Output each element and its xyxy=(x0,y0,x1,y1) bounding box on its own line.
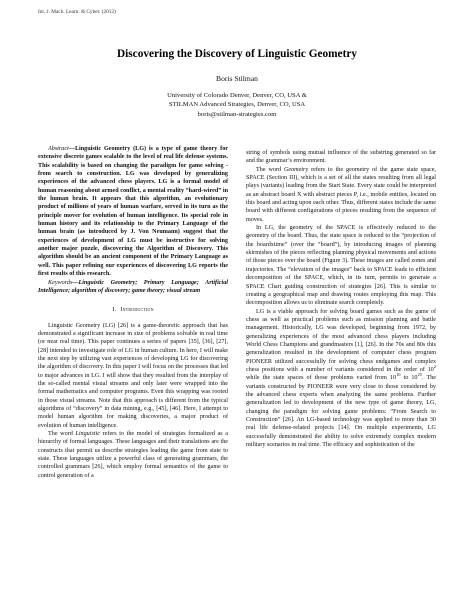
paragraph-text: while the state spaces of those problems varied from 10 xyxy=(246,375,397,382)
paragraph-text: refers to the model of strategies formalized as a hierarchy of formal languages. These languages and their translations are the constructs that permit us describe strategies leading the game from state to state. These languages utilize a powerful class of generating grammars, the controlled grammars [26], which employ formal semantics of the game to control generation of a xyxy=(38,431,228,479)
section-heading-introduction xyxy=(38,306,228,314)
keywords-text: —Linguistic Geometry; Primary Language; Artificial Intelligence; algorithm of discovery; game theory; visual stream xyxy=(38,279,228,294)
left-column xyxy=(38,145,228,480)
intro-paragraph-1: Linguistic Geometry (LG) [26] is a game-theoretic approach that has demonstrated a significant increase in size of problems solvable in real time (or near real time). This paper continues a series of papers [35], [36], [27], [28] intended to investigate role of LG in human culture. In here, I will make the next step by utilizing vast experiences of developing LG for discovering the algorithm of discovery. In this paper I will focus on the processes that led to major advances in LG. I will show that they resulted from the interplay of the so-called mental visual streams and only later were wrapped into the formal mathematics and computer programs. Even this wrapping was rooted in those visual streams. Note that this approach is different from the typical algorithms of “discovery” in data mining, e.g., [45], [46]. Here, I attempt to model human algorithm for making discoveries, a major product of evolution of human intelligence. xyxy=(38,322,228,429)
affiliation-line-2: STILMAN Advanced Strategies, Denver, CO, USA xyxy=(168,101,306,109)
right-column xyxy=(246,149,436,449)
journal-header: Int. J. Mach. Learn. & Cyber. (2012) xyxy=(38,9,116,15)
intro-paragraph-2 xyxy=(38,430,228,480)
affiliation-line-1: University of Colorado Denver, Denver, CO, USA & xyxy=(167,92,307,99)
section-title: Introduction xyxy=(120,306,154,314)
emphasis-geometry: Geometry xyxy=(283,166,309,173)
exponent: 25 xyxy=(417,372,422,378)
affiliation-block xyxy=(0,91,474,119)
exponent: 2 xyxy=(433,363,436,369)
paper-title: Discovering the Discovery of Linguistic Geometry xyxy=(116,48,357,60)
right-paragraph-lg-history xyxy=(246,308,436,450)
paragraph-text: LG is a viable approach for solving board games such as the game of chess as well as practical problems such as mission planning and battle management. Historically, LG was developed, beginning from 1972, by generalizing experiences of the most advanced chess players including World Chess Champions and grandmasters [1], [26]. In the 70s and 80s this generalization resulted in the development of computer chess program PIONEER utilized successfully for solving chess endgames and complex chess positions with a number of variants considered in the order of 10 xyxy=(246,308,436,373)
exponent: 10 xyxy=(396,372,401,378)
author-email: boris@stilman-strategies.com xyxy=(197,110,277,118)
paragraph-text: . The variants constructed by PIONEER were very close to those considered by the advanced chess experts when analyzing the same problems. Further generalization led to development of the new type of game theory, LG, changing the paradigm for solving game problems: “From Search to Construction” [26]. An LG-based technology was applied to more than 30 real life defense-related projects [14]. On multiple experiments, LG successfully demonstrated the ability to solve extremely complex modern military scenarios in real time. The efficacy and sophistication of the xyxy=(246,375,436,449)
abstract-text: —Linguistic Geometry (LG) is a type of game theory for extensive discrete games scalable to the level of real life defense systems. This scalability is based on changing the paradigm for game solving - from search to construction. LG was developed by generalizing experiences of the advanced chess players. LG is a formal model of human reasoning about armed conflict, a mental reality “hard-wired” in the human brain. It appears that this algorithm, an evolutionary product of millions of years of human warfare, served in its turn as the principle mover for evolution of human intelligence. Its special role in human history and its relationship to the Primary Language of the human brain (as introduced by J. Von Neumann) suggest that the experiences of development of LG must be instructive for solving another major puzzle, discovering the Algorithm of Discovery. This algorithm should be an ancient component of the Primary Language as well. This paper refining our experiences of discovering LG reports the first results of this research. xyxy=(38,146,228,278)
paragraph-text: refers to the geometry of the game state space, SPACE (Section III), which is a set of all the states resulting from all legal plays (variants) leading from the Start State. Every state could be interpreted as an abstract board X with abstract pieces P, i.e., mobile entities, located on this board and acting upon each other. Thus, different states include the same board with different configurations of pieces resulting from the sequence of moves. xyxy=(246,166,436,223)
keywords xyxy=(38,279,228,296)
right-paragraph-continued: string of symbols using mutual influence of the substring generated so far and the grammar’s environment. xyxy=(246,150,436,165)
abstract-lead: Abstract xyxy=(48,146,69,152)
author-name: Boris Stilman xyxy=(216,74,258,83)
right-paragraph-space: In LG, the geometry of the SPACE is effectively reduced to the geometry of the board. Thus, the state space is reduced to the “projection of the boardxtime” (over the “board”), by introducing images of planning skirmishes of the pieces reflecting planning physical movements and actions of those pieces over the board (Figure 3). These images are called zones and trajectories. The “elevation of the images” back to SPACE leads to efficient decomposition of the SPACE, which, in its turn, permits to generate a SPACE Chart guiding construction of strategies [26]. This is similar to creating a geographical map and drawing routes employing this map. This decomposition allows us to eliminate search completely. xyxy=(246,225,436,307)
keywords-lead: Keywords xyxy=(48,279,73,286)
paragraph-text: The word xyxy=(48,431,76,437)
right-paragraph-geometry xyxy=(246,166,436,224)
paragraph-text: The word xyxy=(256,166,284,173)
paragraph-text: to 10 xyxy=(400,375,418,382)
section-number: I. xyxy=(112,306,117,314)
emphasis-linguistic: Linguistic xyxy=(75,431,100,437)
abstract xyxy=(38,145,228,279)
